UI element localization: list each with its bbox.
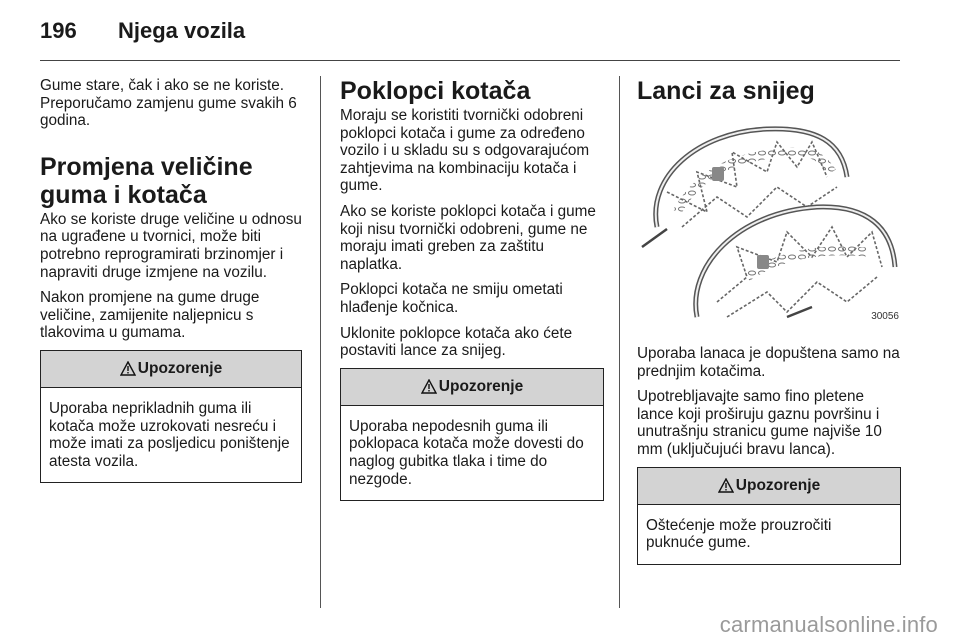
warning-header (41, 351, 301, 388)
section-heading-tyre-size: Promjena veličine guma i kotača (40, 152, 253, 209)
column-3 (637, 77, 901, 565)
snow-chain-drawing (637, 117, 901, 325)
image-reference-number: 30056 (871, 311, 899, 322)
page-number: 196 (40, 18, 77, 43)
warning-text: Oštećenje može prouzročiti puknuće gume. (646, 516, 832, 552)
snow-chain-illustration (637, 117, 901, 325)
warning-text: Uporaba nepodesnih guma ili poklopaca kotača može dovesti do naglog gubitka tlaka i time do nezgode. (349, 417, 584, 488)
warning-box (637, 467, 901, 565)
paragraph: Upotrebljavajte samo fino pletene lance koji proširuju gaznu površinu i unutrašnju stranicu gume najviše 10 mm (uključujući bravu lanca). (637, 388, 882, 458)
warning-triangle-icon (718, 478, 734, 493)
watermark: carmanualsonline.info (719, 612, 938, 637)
column-2 (340, 77, 604, 501)
warning-title: Upozorenje (735, 476, 821, 494)
warning-box (40, 350, 302, 483)
warning-triangle-icon (421, 379, 437, 394)
column-1 (40, 77, 302, 483)
paragraph: Uporaba lanaca je dopuštena samo na prednjim kotačima. (637, 345, 900, 380)
warning-text: Uporaba neprikladnih guma ili kotača može uzrokovati nesreću i može imati za posljedicu poništenje atesta vozila. (49, 399, 290, 470)
paragraph: Nakon promjene na gume druge veličine, zamijenite naljepnicu s tlakovima u gumama. (40, 289, 260, 342)
paragraph: Uklonite poklopce kotača ako ćete postaviti lance za snijeg. (340, 324, 573, 360)
intro-paragraph: Gume stare, čak i ako se ne koriste. Preporučamo zamjenu gume svakih 6 godina. (40, 77, 297, 130)
warning-header (638, 468, 900, 505)
header-divider (40, 60, 900, 61)
column-divider (320, 76, 321, 608)
paragraph: Moraju se koristiti tvornički odobreni poklopci kotača i gume za određeno vozilo i u skladu su s odgovarajućom zahtjevima na kombinaciju kotača i gume. (340, 107, 590, 195)
section-heading-wheel-covers: Poklopci kotača (340, 77, 531, 105)
warning-header (341, 369, 603, 406)
warning-triangle-icon (120, 361, 136, 376)
page-title: Njega vozila (118, 18, 246, 43)
warning-box (340, 368, 604, 501)
warning-title: Upozorenje (438, 377, 524, 395)
paragraph: Ako se koriste poklopci kotača i gume koji nisu tvornički odobreni, gume ne moraju imati greben za zaštitu naplatka. (340, 202, 596, 273)
paragraph: Ako se koriste druge veličine u odnosu na ugrađene u tvornici, može biti potrebno reprogramirati brzinomjer i napraviti druge izmjene na vozilu. (40, 210, 302, 281)
column-divider (619, 76, 620, 608)
section-heading-snow-chains: Lanci za snijeg (637, 77, 815, 105)
paragraph: Poklopci kotača ne smiju ometati hlađenje kočnica. (340, 281, 563, 316)
warning-title: Upozorenje (137, 359, 223, 377)
